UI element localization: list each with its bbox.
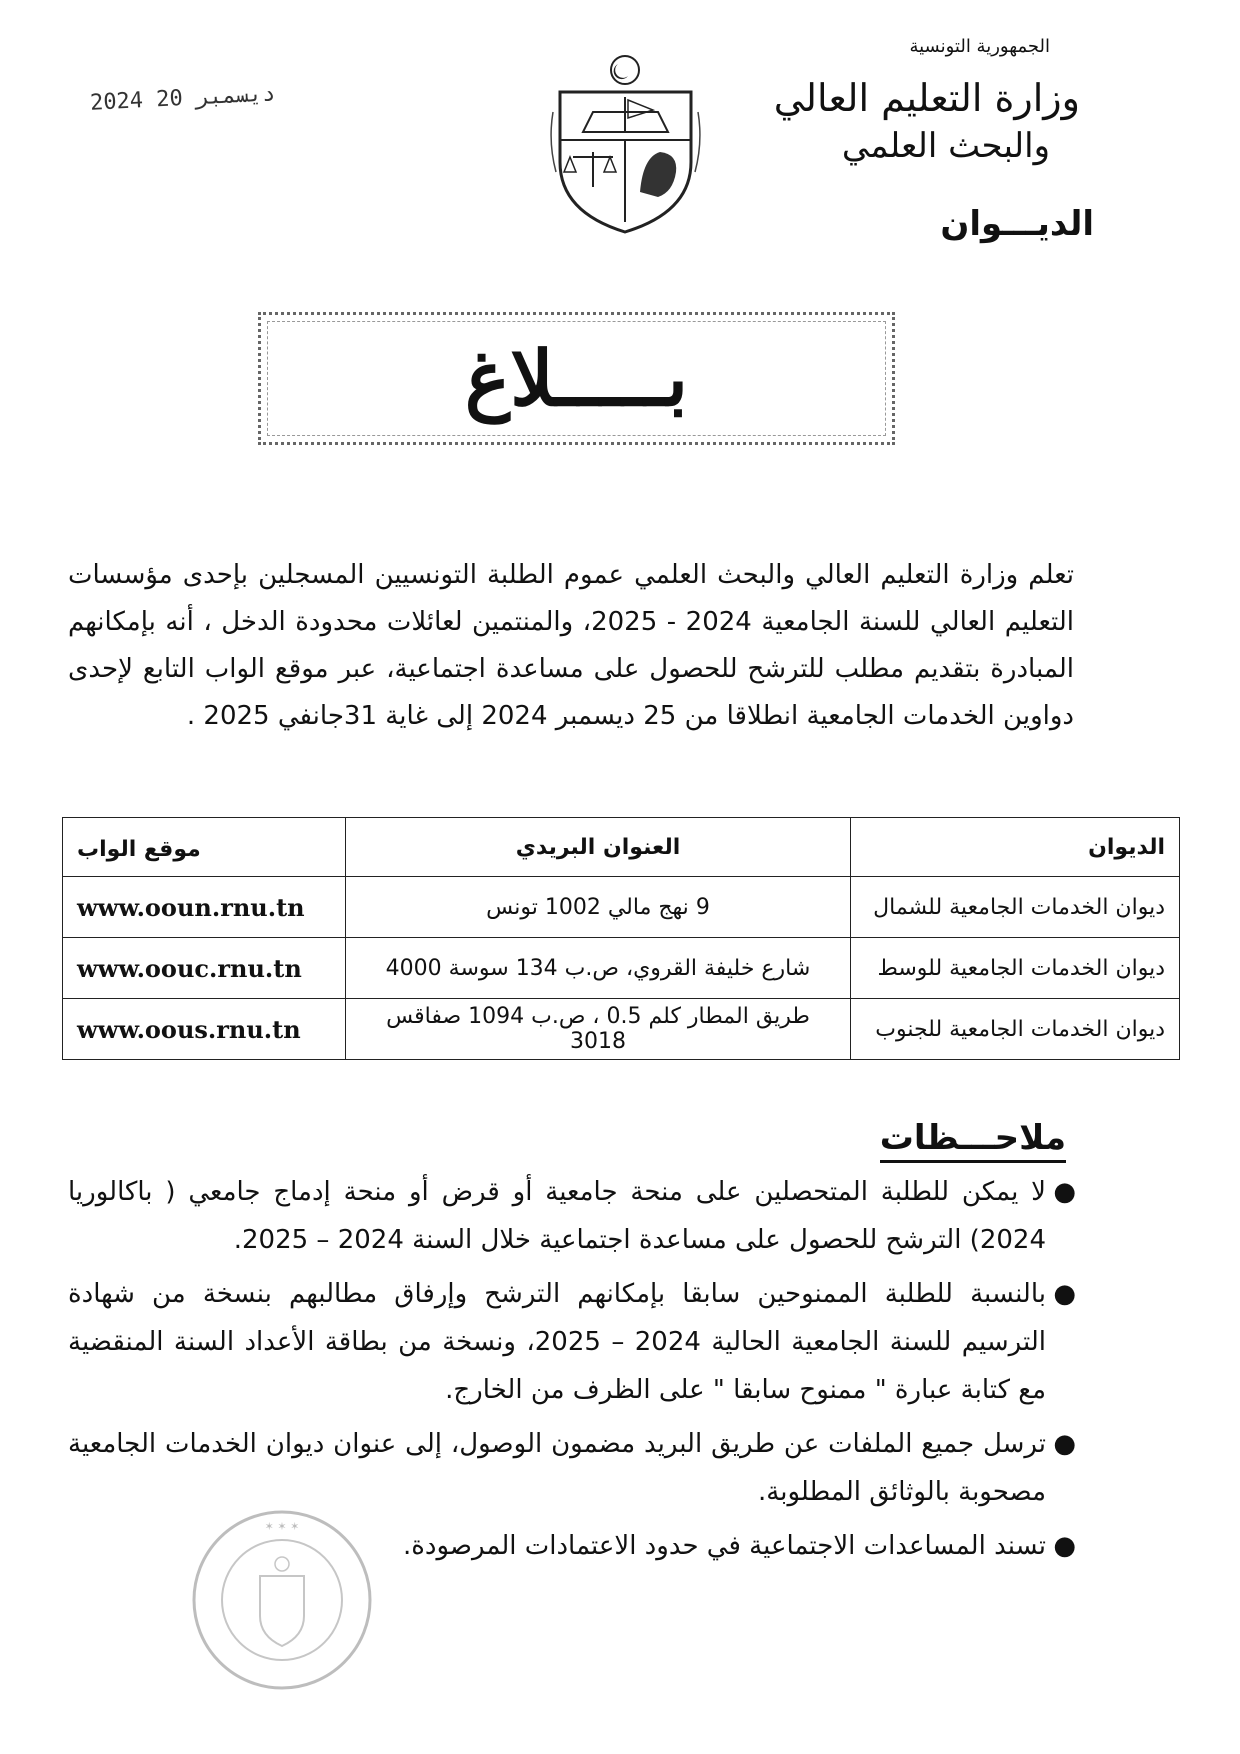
official-stamp-icon bbox=[188, 1506, 376, 1694]
svg-text:✶ ✶ ✶: ✶ ✶ ✶ bbox=[264, 1520, 300, 1533]
bullet-icon: ● bbox=[1053, 1177, 1076, 1207]
announcement-body: تعلم وزارة التعليم العالي والبحث العلمي عموم الطلبة التونسيين المسجلين بإحدى مؤسسات التعليم العالي للسنة الجامعية 2024 - 2025، والمنتمين لعائلات محدودة الدخل ، أنه بإمكانهم المبادرة بتقديم مطلب للترشح للحصول على مساعدة اجتماعية، عبر موقع الواب التابع لإحدى دواوين الخدمات الجامعية انطلاقا من 25 ديسمبر 2024 إلى غاية 31جانفي 2025 . bbox=[68, 560, 1074, 731]
header-office: الديوان bbox=[851, 818, 1180, 877]
table-header-row bbox=[63, 818, 1180, 877]
cabinet-label: الديـــوان bbox=[940, 204, 1094, 244]
date-stamp: 2024 ديسمبر 20 bbox=[89, 81, 276, 116]
office-address: طريق المطار كلم 0.5 ، ص.ب 1094 صفاقس 3018 bbox=[346, 999, 851, 1060]
table-row bbox=[63, 877, 1180, 938]
office-website-link[interactable]: www.oouc.rnu.tn bbox=[63, 938, 346, 999]
document-title: بـــــلاغ bbox=[464, 334, 689, 423]
bullet-icon: ● bbox=[1053, 1279, 1076, 1309]
office-address: 9 نهج مالي 1002 تونس bbox=[346, 877, 851, 938]
header-address: العنوان البريدي bbox=[346, 818, 851, 877]
header-website: موقع الواب bbox=[63, 818, 346, 877]
bullet-icon: ● bbox=[1053, 1429, 1076, 1459]
office-website-link[interactable]: www.oous.rnu.tn bbox=[63, 999, 346, 1060]
list-item: ● بالنسبة للطلبة الممنوحين سابقا بإمكانهم الترشح وإرفاق مطالبهم بنسخة من شهادة الترسيم للسنة الجامعية الحالية 2024 – 2025، ونسخة من بطاقة الأعداد السنة المنقضية مع كتابة عبارة " ممنوح سابقا " على الظرف من الخارج. bbox=[68, 1270, 1076, 1414]
office-name: ديوان الخدمات الجامعية للشمال bbox=[851, 877, 1180, 938]
list-item: ● ترسل جميع الملفات عن طريق البريد مضمون الوصول، إلى عنوان ديوان الخدمات الجامعية مصحوبة بالوثائق المطلوبة. bbox=[68, 1420, 1076, 1516]
republic-name: الجمهورية التونسية bbox=[909, 36, 1050, 57]
office-address: شارع خليفة القروي، ص.ب 134 سوسة 4000 bbox=[346, 938, 851, 999]
table-row bbox=[63, 938, 1180, 999]
office-website-link[interactable]: www.ooun.rnu.tn bbox=[63, 877, 346, 938]
table-row bbox=[63, 999, 1180, 1060]
list-item: ● تسند المساعدات الاجتماعية في حدود الاعتمادات المرصودة. bbox=[68, 1522, 1076, 1570]
list-item: ● لا يمكن للطلبة المتحصلين على منحة جامعية أو قرض أو منحة إدماج جامعي ( باكالوريا 2024) الترشح للحصول على مساعدة اجتماعية خلال السنة 2024 – 2025. bbox=[68, 1168, 1076, 1264]
office-name: ديوان الخدمات الجامعية للجنوب bbox=[851, 999, 1180, 1060]
notes-heading: ملاحـــظات bbox=[880, 1118, 1066, 1163]
coat-of-arms-icon bbox=[548, 52, 703, 237]
office-name: ديوان الخدمات الجامعية للوسط bbox=[851, 938, 1180, 999]
ministry-name-line2: والبحث العلمي bbox=[841, 126, 1050, 166]
ministry-name-line1: وزارة التعليم العالي bbox=[773, 76, 1080, 120]
bullet-icon: ● bbox=[1053, 1531, 1076, 1561]
title-frame bbox=[258, 312, 895, 445]
offices-table bbox=[62, 817, 1180, 1060]
